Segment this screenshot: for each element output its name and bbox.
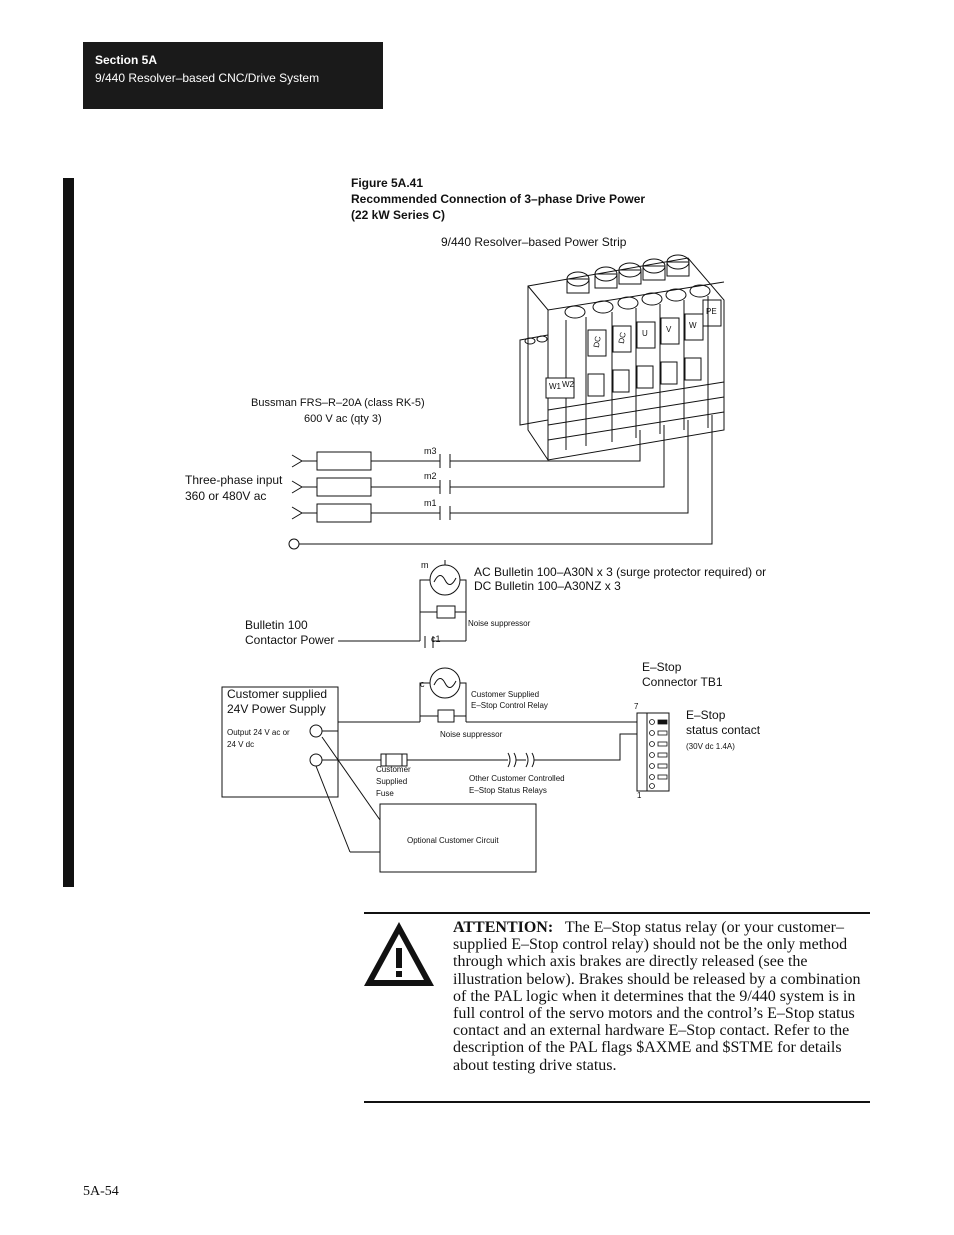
relay-line1: Customer Supplied (471, 690, 540, 699)
contactor-power-line1: Bulletin 100 (245, 618, 308, 632)
terminal-label-w1: W1 (549, 382, 561, 391)
fuse-spec-line1: Bussman FRS–R–20A (class RK-5) (251, 397, 425, 409)
noise-suppressor-label-1: Noise suppressor (468, 619, 531, 628)
terminal-label-w: W (689, 321, 697, 330)
terminal-label-w2: W2 (562, 380, 574, 389)
contactor-power-line2: Contactor Power (245, 633, 335, 647)
coil-c-label: c (420, 679, 425, 689)
figure-title-line1: Recommended Connection of 3–phase Drive Power (351, 192, 646, 206)
coil-m-label: m (421, 560, 429, 570)
other-relays-line1: Other Customer Controlled (469, 774, 565, 783)
section-subtitle: 9/440 Resolver–based CNC/Drive System (95, 71, 320, 85)
power-strip-label: 9/440 Resolver–based Power Strip (441, 235, 627, 249)
contact-m3: m3 (424, 446, 437, 456)
status-contact-line2: status contact (686, 723, 761, 737)
contact-c1: c1 (431, 634, 441, 644)
customer-fuse-line1: Customer (376, 765, 411, 774)
power-strip-drawing (520, 255, 724, 460)
three-phase-input-line2: 360 or 480V ac (185, 489, 267, 503)
page-number: 5A-54 (83, 1184, 119, 1199)
customer-fuse-line2: Supplied (376, 777, 408, 786)
terminal-label-v: V (666, 325, 672, 334)
status-contact-line1: E–Stop (686, 708, 726, 722)
power-output-line1: Output 24 V ac or (227, 728, 290, 737)
bulletin-dc-label: DC Bulletin 100–A30NZ x 3 (474, 579, 621, 593)
figure-title-line2: (22 kW Series C) (351, 208, 446, 222)
fuse-spec-line2: 600 V ac (qty 3) (304, 413, 382, 425)
estop-connector-line1: E–Stop (642, 660, 682, 674)
power-output-line2: 24 V dc (227, 740, 255, 749)
terminal-label-dc2: DC (616, 331, 628, 345)
estop-connector (637, 713, 669, 791)
input-arrows (292, 455, 302, 519)
bulletin-ac-label: AC Bulletin 100–A30N x 3 (surge protector required) or (474, 565, 767, 579)
attention-bottom-rule (364, 1101, 870, 1103)
attention-heading: ATTENTION: (453, 919, 554, 936)
relay-line2: E–Stop Control Relay (471, 701, 548, 710)
estop-connector-line2: Connector TB1 (642, 675, 723, 689)
power-supply-line2: 24V Power Supply (227, 702, 326, 716)
customer-fuse-line3: Fuse (376, 789, 394, 798)
attention-text (453, 919, 867, 1074)
attention-top-rule (364, 912, 870, 914)
optional-circuit-label: Optional Customer Circuit (407, 836, 499, 845)
attention-body: The E–Stop status relay (or your customer–supplied E–Stop control relay) should not be the only method through which axis brakes are directly released (see the illustration below). Brakes should be released by a combination of the PAL logic when it determines that the 9/440 system is in full control of the servo motors and the control’s E–Stop status contact and an external hardware E–Stop contact. Refer to the description of the PAL flags $AXME and $STME for details about testing drive status. (453, 919, 861, 1074)
section-title: Section 5A (95, 53, 158, 67)
other-relays-line2: E–Stop Status Relays (469, 786, 547, 795)
contact-m1: m1 (424, 498, 437, 508)
terminal-label-u: U (642, 329, 648, 338)
terminal-label-pe: PE (706, 307, 717, 316)
figure-number: Figure 5A.41 (351, 176, 424, 190)
three-phase-input-line1: Three-phase input (185, 473, 283, 487)
noise-suppressor-label-2: Noise suppressor (440, 730, 503, 739)
connector-pin-7: 7 (634, 702, 639, 711)
status-contact-rating: (30V dc 1.4A) (686, 742, 735, 751)
contact-m2: m2 (424, 471, 437, 481)
contactor-coil-circuit (338, 560, 466, 648)
power-supply-line1: Customer supplied (227, 687, 328, 701)
connector-pin-1: 1 (637, 791, 642, 800)
terminal-label-dc1: DC (591, 335, 603, 349)
warning-icon (364, 922, 434, 986)
